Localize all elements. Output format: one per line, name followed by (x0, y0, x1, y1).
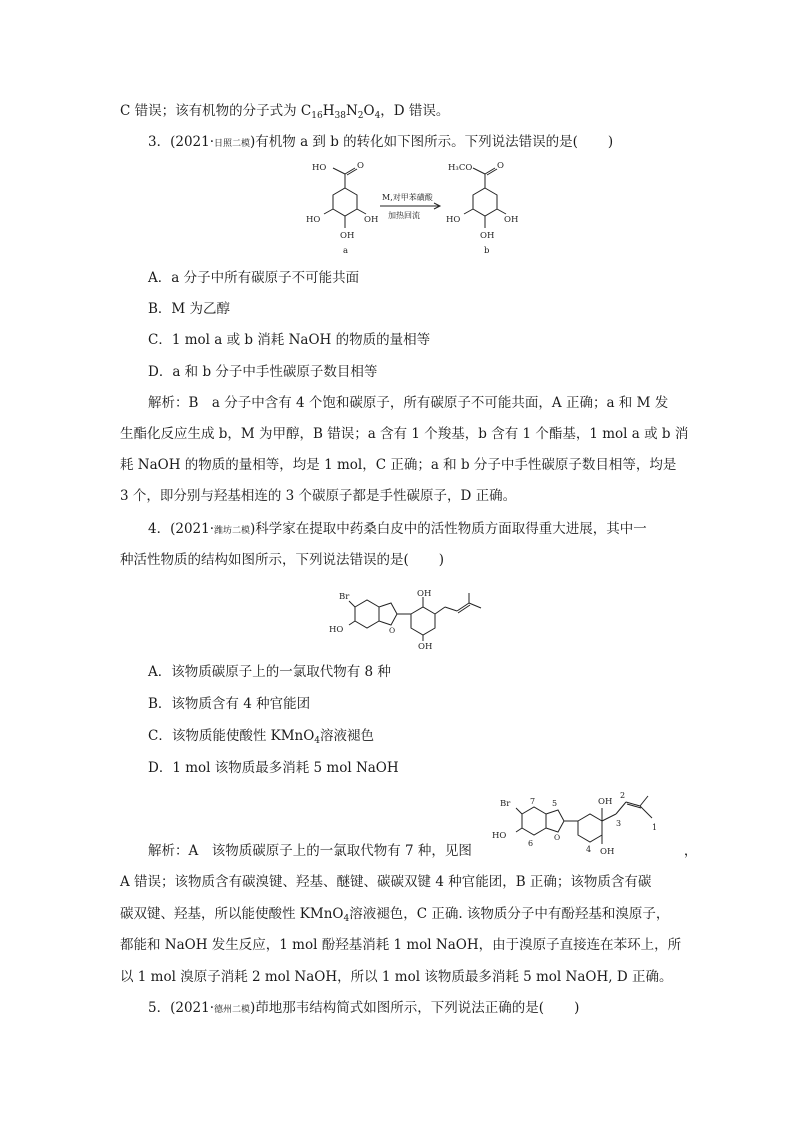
num-1: 1 (652, 823, 658, 832)
q3-option-b: B．M 为乙醇 (148, 301, 231, 317)
question-5-stem: 5．(2021·德州二模)茚地那韦结构简式如图所示，下列说法正确的是( ) (148, 1000, 580, 1016)
q4-analysis-line-3: 碳双键、羟基，所以能使酸性 KMnO$_4$溶液褪色，C 正确. 该物质分子中有酚羟基和溴原子， (120, 906, 670, 924)
q4f2-ho: HO (492, 831, 507, 841)
figure-q3-reaction (300, 158, 540, 258)
q4-option-b: B．该物质含有 4 种官能团 (148, 696, 311, 712)
q4-ho: HO (329, 625, 344, 635)
num-4: 4 (586, 845, 592, 854)
question-4-stem-2: 种活性物质的结构如图所示，下列说法错误的是( ) (120, 552, 445, 568)
question-4-stem: 4．(2021·潍坊二模)科学家在提取中药桑白皮中的活性物质方面取得重大进展，其中一 (148, 521, 647, 537)
q3-option-d: D．a 和 b 分子中手性碳原子数目相等 (148, 364, 378, 380)
num-7: 7 (530, 797, 536, 806)
q3-analysis-line-1: 解析：B a 分子中含有 4 个饱和碳原子，所有碳原子不可能共面，A 正确；a 和 M 发 (148, 395, 669, 411)
q4-br: Br (339, 592, 350, 602)
q3-option-c: C．1 mol a 或 b 消耗 NaOH 的物质的量相等 (148, 332, 431, 348)
q4-option-d: D．1 mol 该物质最多消耗 5 mol NaOH (148, 760, 399, 776)
q4-analysis-line-2: A 错误；该物质含有碳溴键、羟基、醚键、碳碳双键 4 种官能团，B 正确；该物质含有碳 (120, 874, 652, 890)
q4f2-o: O (554, 833, 561, 842)
q4-analysis-line-5: 以 1 mol 溴原子消耗 2 mol NaOH，所以 1 mol 该物质最多消耗 5 mol NaOH, D 正确。 (120, 969, 673, 985)
q4-o: O (389, 626, 396, 635)
figure-q4-structure (325, 585, 495, 650)
q4-oh2: OH (418, 642, 433, 650)
a-ho-left: HO (306, 215, 321, 225)
q4-option-c: C．该物质能使酸性 KMnO$_4$溶液褪色 (148, 728, 375, 746)
a-oh-right: OH (364, 215, 379, 225)
arrow-reagent: M,对甲苯磺酸 (382, 193, 433, 202)
intro-line: C 错误；该有机物的分子式为 $C_{16}H_{38}N_2O_4$，D 错误。 (120, 103, 450, 121)
b-carbonyl-o: O (497, 161, 504, 171)
a-top-group: HO (312, 163, 327, 173)
q4-oh1: OH (417, 589, 432, 599)
label-a: a (343, 246, 349, 256)
q4f2-oh1: OH (598, 797, 613, 807)
b-oh-right: OH (504, 215, 519, 225)
a-oh-bottom: OH (340, 231, 355, 241)
b-top-group: H₃CO (448, 163, 473, 173)
b-ho-left: HO (446, 215, 461, 225)
question-3-stem: 3．(2021·日照二模)有机物 a 到 b 的转化如下图所示。下列说法错误的是( ) (148, 134, 614, 150)
num-3: 3 (616, 819, 622, 828)
q3-option-a: A．a 分子中所有碳原子不可能共面 (148, 270, 360, 286)
b-oh-bottom: OH (480, 231, 495, 241)
q4f2-br: Br (500, 799, 511, 809)
q3-analysis-line-3: 耗 NaOH 的物质的量相等，均是 1 mol，C 正确；a 和 b 分子中手性碳原子数目相等，均是 (120, 457, 677, 473)
num-2: 2 (620, 791, 626, 800)
q4-option-a: A．该物质碳原子上的一氯取代物有 8 种 (148, 664, 391, 680)
q4-analysis-line-1: 解析：A 该物质碳原子上的一氯取代物有 7 种，见图 ， (148, 843, 698, 859)
label-b: b (484, 246, 490, 256)
arrow-condition: 加热回流 (388, 211, 420, 220)
q4f2-oh2: OH (600, 847, 615, 857)
q4-analysis-line-4: 都能和 NaOH 发生反应，1 mol 酚羟基消耗 1 mol NaOH，由于溴原子直接连在苯环上，所 (120, 937, 682, 953)
q3-analysis-line-4: 3 个，即分别与羟基相连的 3 个碳原子都是手性碳原子，D 正确。 (120, 488, 517, 504)
num-6: 6 (528, 839, 534, 848)
a-carbonyl-o: O (357, 161, 364, 171)
q3-analysis-line-2: 生酯化反应生成 b，M 为甲醇，B 错误；a 含有 1 个羧基，b 含有 1 个酯基，1 mol a 或 b 消 (120, 426, 689, 442)
num-5: 5 (552, 799, 558, 808)
